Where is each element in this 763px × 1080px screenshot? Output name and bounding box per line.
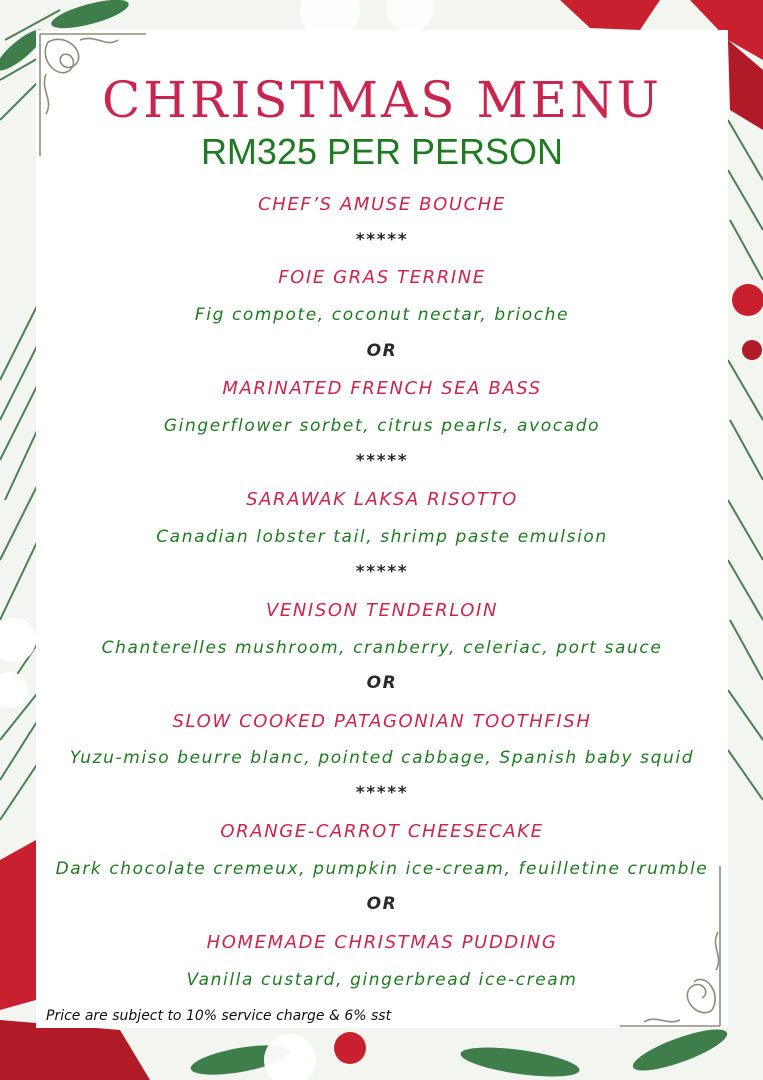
course-sea-bass: MARINATED FRENCH SEA BASS: [222, 378, 542, 399]
separator-stars: *****: [355, 230, 409, 250]
separator-or: OR: [366, 673, 398, 693]
course-description: Chanterelles mushroom, cranberry, celeriac, port sauce: [101, 638, 663, 658]
course-laksa-risotto: SARAWAK LAKSA RISOTTO: [246, 489, 518, 510]
course-christmas-pudding: HOMEMADE CHRISTMAS PUDDING: [206, 932, 558, 953]
course-venison: VENISON TENDERLOIN: [265, 600, 499, 621]
separator-stars: *****: [355, 783, 409, 803]
course-description: Fig compote, coconut nectar, brioche: [194, 305, 570, 325]
course-cheesecake: ORANGE-CARROT CHEESECAKE: [220, 821, 544, 842]
separator-stars: *****: [355, 562, 409, 582]
price-disclaimer: Price are subject to 10% service charge & 6% sst: [46, 1008, 392, 1024]
price-per-person: RM325 PER PERSON: [200, 131, 564, 172]
course-toothfish: SLOW COOKED PATAGONIAN TOOTHFISH: [172, 711, 592, 732]
course-description: Gingerflower sorbet, citrus pearls, avocado: [163, 416, 601, 436]
separator-or: OR: [366, 894, 398, 914]
menu-title: CHRISTMAS MENU: [102, 71, 662, 129]
course-description: Dark chocolate cremeux, pumpkin ice-cream, feuilletine crumble: [55, 859, 709, 879]
course-foie-gras: FOIE GRAS TERRINE: [278, 267, 486, 288]
course-description: Yuzu-miso beurre blanc, pointed cabbage, Spanish baby squid: [69, 748, 695, 768]
separator-stars: *****: [355, 451, 409, 471]
separator-or: OR: [366, 341, 398, 361]
course-amuse-bouche: CHEF’S AMUSE BOUCHE: [258, 194, 506, 215]
course-description: Canadian lobster tail, shrimp paste emulsion: [156, 527, 608, 547]
course-description: Vanilla custard, gingerbread ice-cream: [186, 970, 578, 990]
